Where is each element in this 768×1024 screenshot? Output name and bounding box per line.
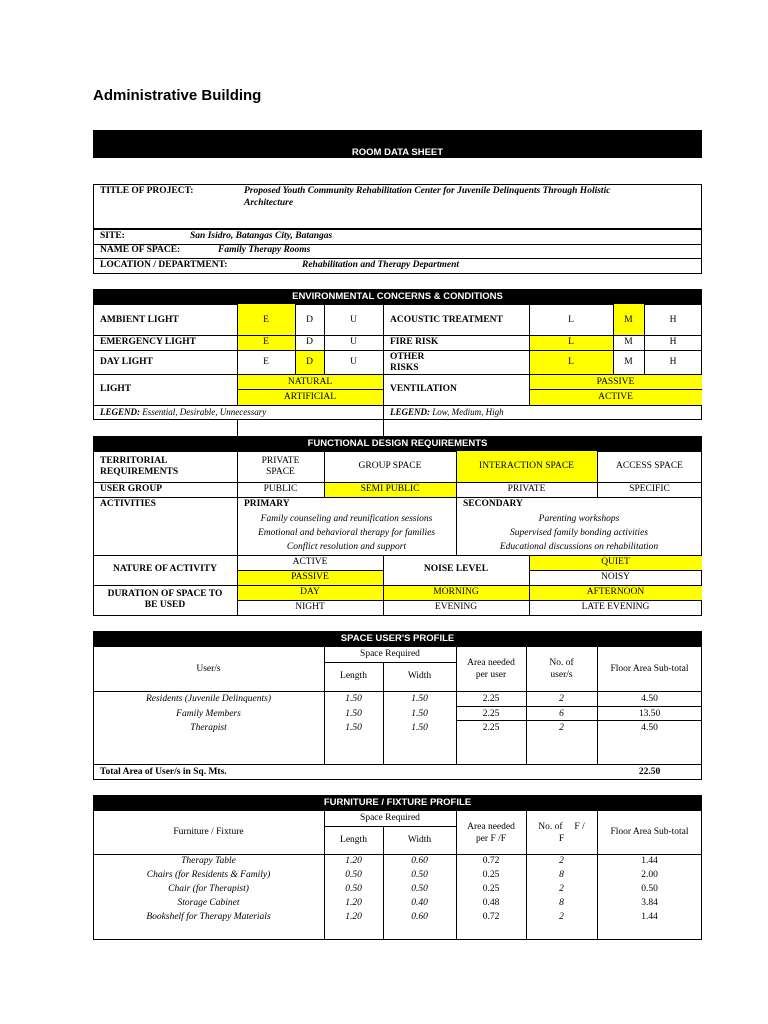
furniture-count: 2 <box>559 856 564 866</box>
user-group-semi-public: SEMI PUBLIC <box>360 484 420 494</box>
room-data-sheet-header <box>93 130 702 158</box>
legend-left <box>100 407 266 418</box>
noise-noisy: NOISY <box>600 572 631 582</box>
env-header-label: ENVIRONMENTAL CONCERNS & CONDITIONS <box>292 291 503 302</box>
user-group-label: USER GROUP <box>100 484 163 494</box>
emergency-e: E <box>263 337 269 347</box>
nature-passive: PASSIVE <box>291 572 329 582</box>
duration-afternoon: AFTERNOON <box>586 587 645 597</box>
ambient-d: D <box>306 315 313 325</box>
ambient-e: E <box>263 315 269 325</box>
emergency-u: U <box>350 337 357 347</box>
users-header <box>93 631 702 646</box>
furniture-header <box>93 795 702 810</box>
light-natural: NATURAL <box>287 377 333 387</box>
title-label: TITLE OF PROJECT: <box>100 186 194 196</box>
primary-activity: Conflict resolution and support <box>286 542 407 552</box>
furniture-area: 0.25 <box>482 870 500 880</box>
env-header <box>93 289 702 304</box>
furniture-subtotal: 0.50 <box>641 884 658 894</box>
user-width: 1.50 <box>411 723 428 733</box>
furniture-width: 0.50 <box>411 870 428 880</box>
private-space-1: PRIVATE <box>261 456 300 466</box>
title-value-line1: Proposed Youth Community Rehabilitation Center for Juvenile Delinquents Through Holistic <box>244 186 611 196</box>
group-space: GROUP SPACE <box>358 461 422 471</box>
header-bar-label: ROOM DATA SHEET <box>351 147 444 158</box>
user-group-public: PUBLIC <box>263 484 298 494</box>
col-length: Length <box>340 671 367 681</box>
acoustic-h: H <box>669 315 677 325</box>
interaction-space: INTERACTION SPACE <box>479 461 574 471</box>
col-area-1: Area needed <box>467 822 515 832</box>
other-risks-label-2: RISKS <box>390 363 419 373</box>
location-value: Rehabilitation and Therapy Department <box>302 260 460 270</box>
col-subtotal: Floor Area Sub-total <box>610 827 689 837</box>
furniture-name: Chairs (for Residents & Family) <box>146 870 271 880</box>
user-area: 2.25 <box>482 694 500 704</box>
furniture-length: 1.20 <box>345 898 362 908</box>
user-subtotal: 4.50 <box>641 694 658 704</box>
col-no-2: user/s <box>550 670 573 680</box>
fire-risk-label: FIRE RISK <box>390 337 439 347</box>
furniture-length: 1.20 <box>345 856 362 866</box>
furniture-count: 8 <box>559 898 564 908</box>
primary-activity: Emotional and behavioral therapy for families <box>257 528 436 538</box>
legend-right-label: LEGEND: <box>390 407 430 417</box>
acoustic-l: L <box>568 315 574 325</box>
noise-quiet: QUIET <box>601 557 630 567</box>
col-space-required: Space Required <box>360 649 420 659</box>
legend-left-values: Essential, Desirable, Unnecessary <box>142 407 267 417</box>
user-area: 2.25 <box>482 723 500 733</box>
furniture-width: 0.60 <box>411 856 428 866</box>
fire-l: L <box>568 337 574 347</box>
title-value-line2: Architecture <box>244 198 294 208</box>
activities-label: ACTIVITIES <box>100 499 156 509</box>
user-name: Therapist <box>190 723 227 733</box>
col-width: Width <box>407 835 432 845</box>
furniture-area: 0.72 <box>482 856 500 866</box>
user-subtotal: 4.50 <box>641 723 658 733</box>
furniture-count: 2 <box>559 912 564 922</box>
duration-night: NIGHT <box>295 602 325 612</box>
secondary-label: SECONDARY <box>463 499 523 509</box>
other-l: L <box>568 357 574 367</box>
ambient-u: U <box>350 315 357 325</box>
ventilation-passive: PASSIVE <box>596 377 635 387</box>
furniture-area: 0.25 <box>482 884 500 894</box>
col-users: User/s <box>196 664 221 674</box>
user-name: Family Members <box>176 709 241 719</box>
acoustic-m: M <box>624 315 633 325</box>
col-area-1: Area needed <box>467 658 515 668</box>
daylight-d: D <box>306 357 313 367</box>
nature-active: ACTIVE <box>292 557 328 567</box>
access-space: ACCESS SPACE <box>616 461 683 471</box>
primary-label: PRIMARY <box>244 499 290 509</box>
territorial-label-1: TERRITORIAL <box>100 456 168 466</box>
col-width: Width <box>407 671 432 681</box>
furniture-name: Therapy Table <box>181 856 236 866</box>
site-value: San Isidro, Batangas City, Batangas <box>190 231 333 241</box>
furniture-header-label: FURNITURE / FIXTURE PROFILE <box>323 797 472 808</box>
user-length: 1.50 <box>345 694 362 704</box>
duration-label-1: DURATION OF SPACE TO <box>107 589 223 599</box>
secondary-activity: Supervised family bonding activities <box>510 528 648 538</box>
light-artificial: ARTIFICIAL <box>283 392 337 402</box>
func-header-label: FUNCTIONAL DESIGN REQUIREMENTS <box>307 438 488 449</box>
col-no-1: No. of <box>549 658 574 668</box>
other-risks-label-1: OTHER <box>390 352 425 362</box>
legend-right-values: Low, Medium, High <box>432 407 504 417</box>
emergency-light-label: EMERGENCY LIGHT <box>100 337 196 347</box>
user-length: 1.50 <box>345 723 362 733</box>
location-label: LOCATION / DEPARTMENT: <box>100 260 228 270</box>
daylight-e: E <box>263 357 269 367</box>
fire-m: M <box>624 337 633 347</box>
legend-right <box>390 407 504 418</box>
user-count: 2 <box>559 694 564 704</box>
duration-late-evening: LATE EVENING <box>581 602 650 612</box>
furniture-width: 0.60 <box>411 912 428 922</box>
ventilation-label: VENTILATION <box>390 384 457 394</box>
user-length: 1.50 <box>345 709 362 719</box>
furniture-area: 0.48 <box>482 898 500 908</box>
furniture-subtotal: 3.84 <box>641 898 658 908</box>
users-total-label: Total Area of User/s in Sq. Mts. <box>100 767 227 777</box>
acoustic-label: ACOUSTIC TREATMENT <box>390 315 503 325</box>
primary-activity: Family counseling and reunification sessions <box>260 514 433 524</box>
private-space-2: SPACE <box>266 467 295 477</box>
furniture-subtotal: 1.44 <box>641 912 658 922</box>
users-header-label: SPACE USER'S PROFILE <box>340 633 455 644</box>
nature-activity-label: NATURE OF ACTIVITY <box>113 564 217 574</box>
user-count: 2 <box>559 723 564 733</box>
furniture-length: 0.50 <box>345 884 362 894</box>
furniture-subtotal: 1.44 <box>641 856 658 866</box>
furniture-length: 1.20 <box>345 912 362 922</box>
light-label: LIGHT <box>100 384 132 394</box>
col-no-1: No. of F / <box>538 822 585 832</box>
users-total-value: 22.50 <box>638 767 661 777</box>
duration-day: DAY <box>300 587 320 597</box>
furniture-width: 0.40 <box>411 898 428 908</box>
col-length: Length <box>340 835 367 845</box>
func-header <box>93 436 702 451</box>
col-subtotal: Floor Area Sub-total <box>610 664 689 674</box>
duration-label-2: BE USED <box>144 600 186 610</box>
duration-evening: EVENING <box>434 602 478 612</box>
daylight-u: U <box>350 357 357 367</box>
col-space-required: Space Required <box>360 813 420 823</box>
ventilation-active: ACTIVE <box>598 392 633 402</box>
furniture-area: 0.72 <box>482 912 500 922</box>
user-name: Residents (Juvenile Delinquents) <box>145 694 272 704</box>
other-m: M <box>624 357 633 367</box>
user-subtotal: 13.50 <box>638 709 661 719</box>
duration-morning: MORNING <box>433 587 479 597</box>
furniture-count: 8 <box>559 870 564 880</box>
user-area: 2.25 <box>482 709 500 719</box>
furniture-subtotal: 2.00 <box>641 870 658 880</box>
furniture-length: 0.50 <box>345 870 362 880</box>
furniture-name: Bookshelf for Therapy Materials <box>146 912 271 922</box>
user-width: 1.50 <box>411 694 428 704</box>
legend-left-label: LEGEND: <box>100 407 140 417</box>
space-value: Family Therapy Rooms <box>218 245 311 255</box>
user-width: 1.50 <box>411 709 428 719</box>
user-count: 6 <box>559 709 564 719</box>
furniture-name: Storage Cabinet <box>177 898 240 908</box>
day-light-label: DAY LIGHT <box>100 357 153 367</box>
page-title: Administrative Building <box>93 87 262 104</box>
other-h: H <box>669 357 677 367</box>
furniture-width: 0.50 <box>411 884 428 894</box>
emergency-d: D <box>306 337 313 347</box>
col-area-2: per user <box>475 670 507 680</box>
site-label: SITE: <box>100 231 125 241</box>
furniture-name: Chair (for Therapist) <box>168 884 249 894</box>
territorial-label-2: REQUIREMENTS <box>100 467 179 477</box>
col-area-2: per F /F <box>475 834 507 844</box>
secondary-activity: Educational discussions on rehabilitation <box>499 542 659 552</box>
user-group-specific: SPECIFIC <box>629 484 670 494</box>
ambient-light-label: AMBIENT LIGHT <box>100 315 179 325</box>
noise-level-label: NOISE LEVEL <box>423 564 489 574</box>
furniture-count: 2 <box>559 884 564 894</box>
fire-h: H <box>669 337 677 347</box>
space-label: NAME OF SPACE: <box>100 245 181 255</box>
col-furniture: Furniture / Fixture <box>173 827 244 837</box>
user-group-private: PRIVATE <box>507 484 546 494</box>
col-no-2: F <box>558 834 565 844</box>
secondary-activity: Parenting workshops <box>538 514 620 524</box>
